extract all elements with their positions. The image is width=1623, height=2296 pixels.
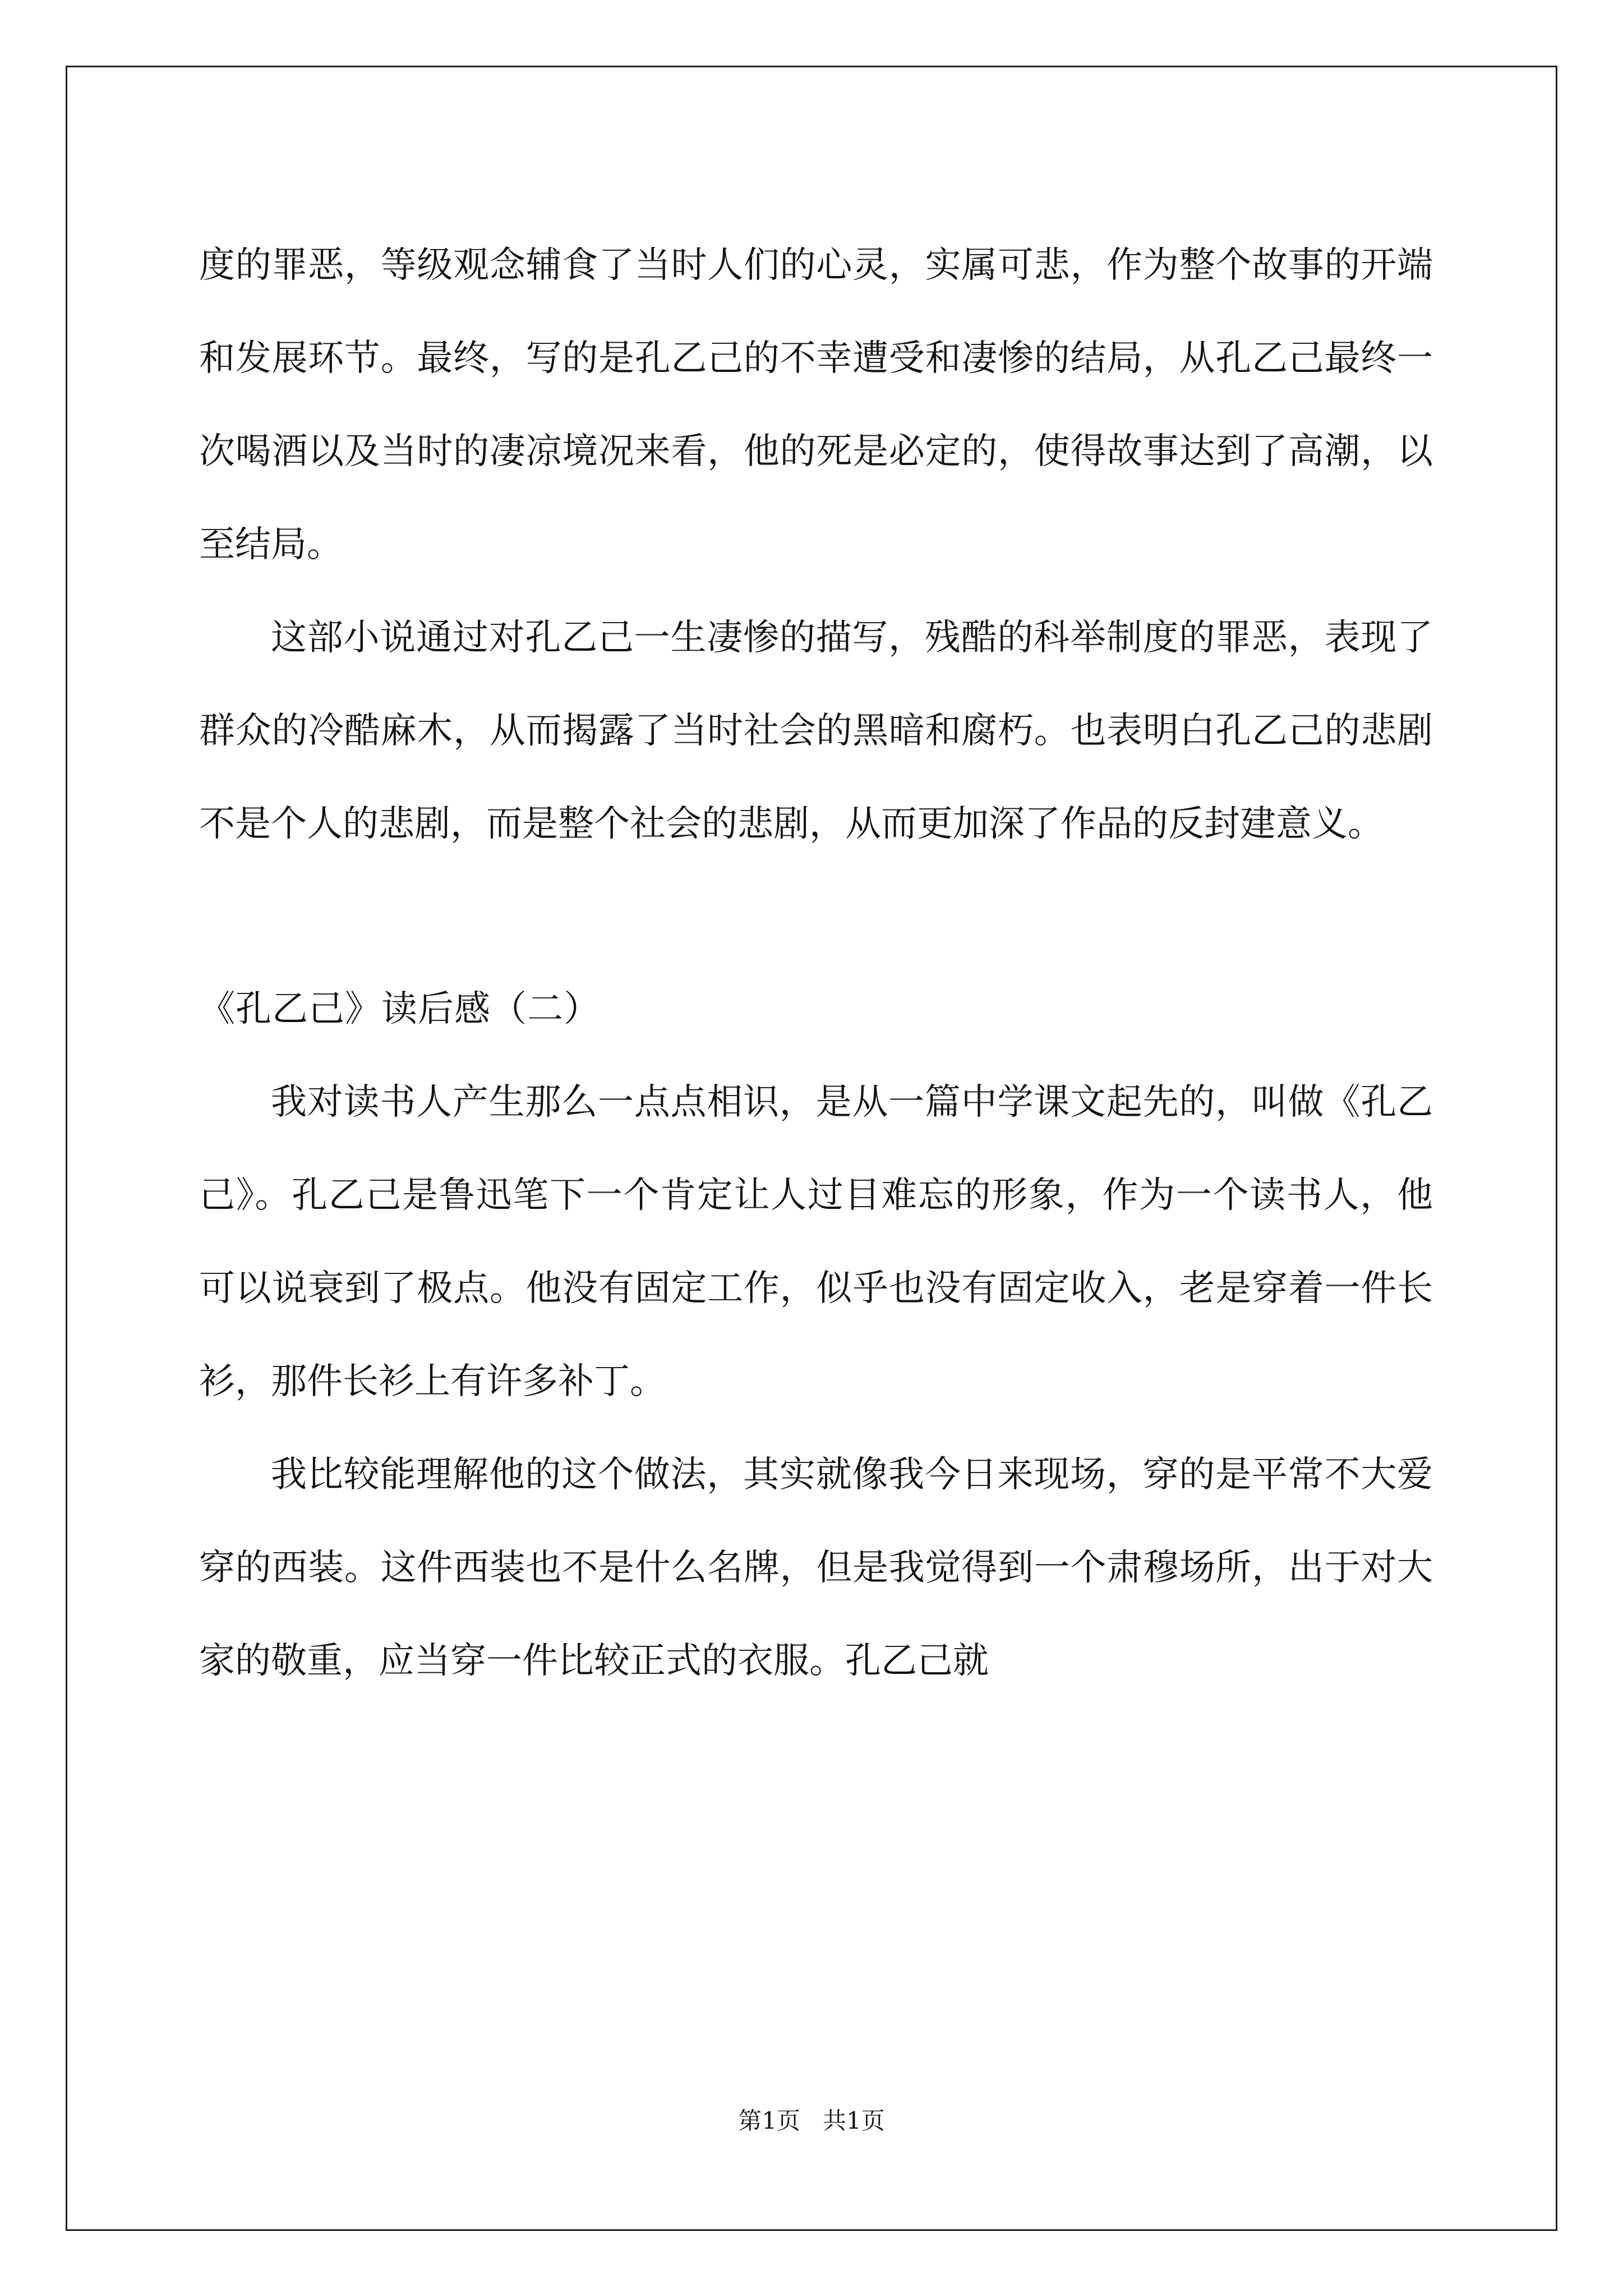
paragraph-2: 这部小说通过对孔乙己一生凄惨的描写，残酷的科举制度的罪恶，表现了群众的冷酷麻木，从而揭露了当时社会的黑暗和腐朽。也表明白孔乙己的悲剧不是个人的悲剧，而是整个社会的悲剧，从而更加深了作品的反封建意义。 bbox=[199, 617, 1433, 845]
paragraph-4: 我比较能理解他的这个做法，其实就像我今日来现场，穿的是平常不大爱穿的西装。这件西装也不是什么名牌，但是我觉得到一个肃穆场所，出于对大家的敬重，应当穿一件比较正式的衣服。孔乙己就 bbox=[199, 1454, 1433, 1682]
page-total: 共1页 bbox=[823, 2107, 885, 2134]
page-number: 第1页 bbox=[738, 2107, 800, 2134]
page-footer bbox=[0, 2102, 1623, 2136]
paragraph-1: 度的罪恶，等级观念辅食了当时人们的心灵，实属可悲，作为整个故事的开端和发展环节。最终，写的是孔乙己的不幸遭受和凄惨的结局，从孔乙己最终一次喝酒以及当时的凄凉境况来看，他的死是必定的，使得故事达到了高潮，以至结局。 bbox=[199, 245, 1433, 565]
document-body bbox=[199, 219, 1433, 1708]
paragraph-3: 我对读书人产生那么一点点相识，是从一篇中学课文起先的，叫做《孔乙己》。孔乙己是鲁迅笔下一个肯定让人过目难忘的形象，作为一个读书人，他可以说衰到了极点。他没有固定工作，似乎也没有固定收入，老是穿着一件长衫，那件长衫上有许多补丁。 bbox=[199, 1082, 1433, 1402]
section-heading: 《孔乙己》读后感（二） bbox=[199, 988, 600, 1030]
